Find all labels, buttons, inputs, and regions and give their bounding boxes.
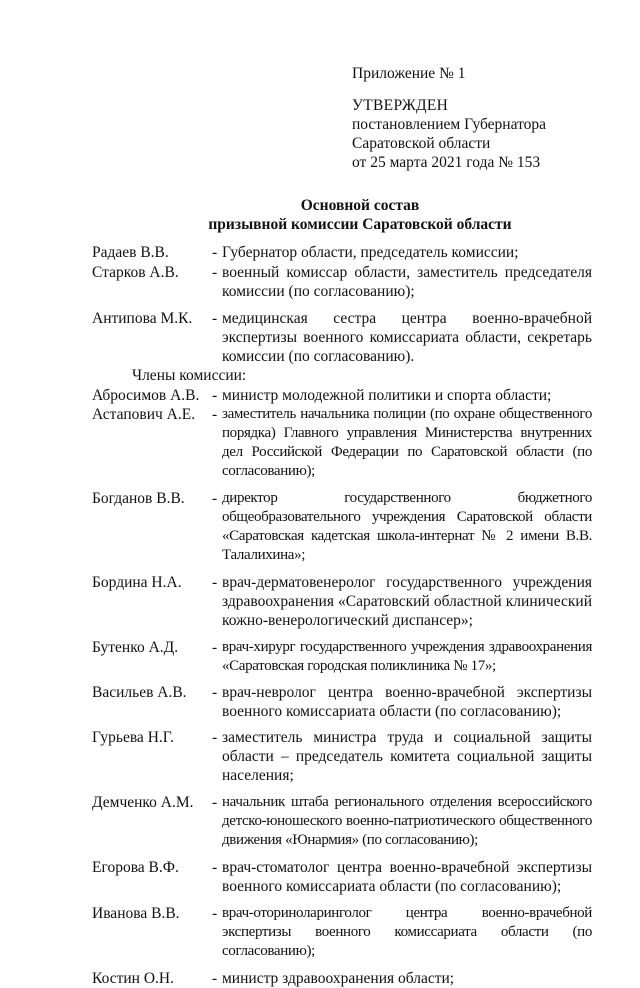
approval-line-2: Саратовской области <box>352 135 491 152</box>
dash: - <box>212 905 218 922</box>
member-row <box>92 573 592 630</box>
dash: - <box>212 264 218 281</box>
dash: - <box>212 729 218 746</box>
member-role: министр молодежной политики и спорта области; <box>222 387 552 404</box>
document-title <box>0 196 640 234</box>
member-row <box>92 858 592 896</box>
member-row <box>92 405 592 481</box>
approval-line-1: постановлением Губернатора <box>352 116 547 133</box>
dash: - <box>212 970 218 987</box>
dash: - <box>212 310 218 327</box>
member-role: военный комиссар области, заместитель председателя комиссии (по согласованию); <box>222 264 592 300</box>
member-role: медицинская сестра центра военно-врачебной экспертизы военного комиссариата области, секретарь комиссии (по согласованию). <box>222 310 592 365</box>
member-row <box>92 683 592 721</box>
member-row <box>92 728 592 785</box>
member-name: Астапович А.Е. <box>92 406 196 423</box>
member-name: Антипова М.К. <box>92 310 193 327</box>
member-name: Богданов В.В. <box>92 490 185 507</box>
member-name: Васильев А.В. <box>92 684 187 701</box>
member-name: Бордина Н.А. <box>92 574 182 591</box>
dash: - <box>212 794 218 811</box>
member-role: директор государственного бюджетного общеобразовательного учреждения Саратовской области «Саратовская кадетская школа-интернат № 2 имени В.В. Талалихина»; <box>222 490 592 563</box>
approval-block <box>352 64 612 172</box>
dash: - <box>212 406 218 423</box>
member-name: Гурьева Н.Г. <box>92 729 174 746</box>
members-list <box>92 366 592 988</box>
member-row <box>92 904 592 961</box>
member-name: Старков А.В. <box>92 264 179 281</box>
member-role: заместитель начальника полиции (по охране общественного порядка) Главного управления Министерства внутренних дел Российской Федерации по Саратовской области (по согласованию); <box>222 406 592 479</box>
annex-number: Приложение № 1 <box>352 65 466 82</box>
title-line-2: призывной комиссии Саратовской области <box>208 216 512 233</box>
member-row <box>92 638 592 676</box>
member-role: врач-хирург государственного учреждения здравоохранения «Саратовская городская поликлиника № 17»; <box>222 639 592 674</box>
member-role: врач-стоматолог центра военно-врачебной экспертизы военного комиссариата области (по согласованию); <box>222 859 592 895</box>
member-name: Иванова В.В. <box>92 905 180 922</box>
approved-stamp: УТВЕРЖДЕН <box>352 97 449 114</box>
leadership-list <box>92 243 592 366</box>
member-row <box>92 489 592 565</box>
member-role: врач-оториноларинголог центра военно-врачебной экспертизы военного комиссариата области (по согласованию); <box>222 905 592 959</box>
dash: - <box>212 490 218 507</box>
dash: - <box>212 574 218 591</box>
dash: - <box>212 859 218 876</box>
member-name: Демченко А.М. <box>92 794 194 811</box>
leadership-row <box>92 243 592 262</box>
member-row <box>92 793 592 850</box>
member-role: заместитель министра труда и социальной защиты области – председатель комитета социальной защиты населения; <box>222 729 592 784</box>
member-name: Абросимов А.В. <box>92 387 200 404</box>
member-role: Губернатор области, председатель комиссии; <box>222 244 519 261</box>
dash: - <box>212 639 218 656</box>
dash: - <box>212 387 218 404</box>
member-name: Егорова В.Ф. <box>92 859 179 876</box>
member-role: начальник штаба регионального отделения всероссийского детско-юношеского военно-патриотического общественного движения «Юнармия» (по согласованию); <box>222 794 592 848</box>
leadership-row <box>92 263 592 301</box>
member-role: врач-невролог центра военно-врачебной экспертизы военного комиссариата области (по согласованию); <box>222 684 592 720</box>
members-heading: Члены комиссии: <box>132 367 247 384</box>
title-line-1: Основной состав <box>300 197 420 214</box>
member-name: Бутенко А.Д. <box>92 639 179 656</box>
leadership-row <box>92 309 592 366</box>
dash: - <box>212 684 218 701</box>
member-name: Радаев В.В. <box>92 244 169 261</box>
dash: - <box>212 244 218 261</box>
approval-line-3: от 25 марта 2021 года № 153 <box>352 154 541 171</box>
member-row <box>92 386 592 405</box>
member-row <box>92 969 592 988</box>
member-role: врач-дерматовенеролог государственного учреждения здравоохранения «Саратовский областной клинический кожно-венерологический диспансер»; <box>222 574 592 629</box>
member-name: Костин О.Н. <box>92 970 174 987</box>
member-role: министр здравоохранения области; <box>222 970 455 987</box>
